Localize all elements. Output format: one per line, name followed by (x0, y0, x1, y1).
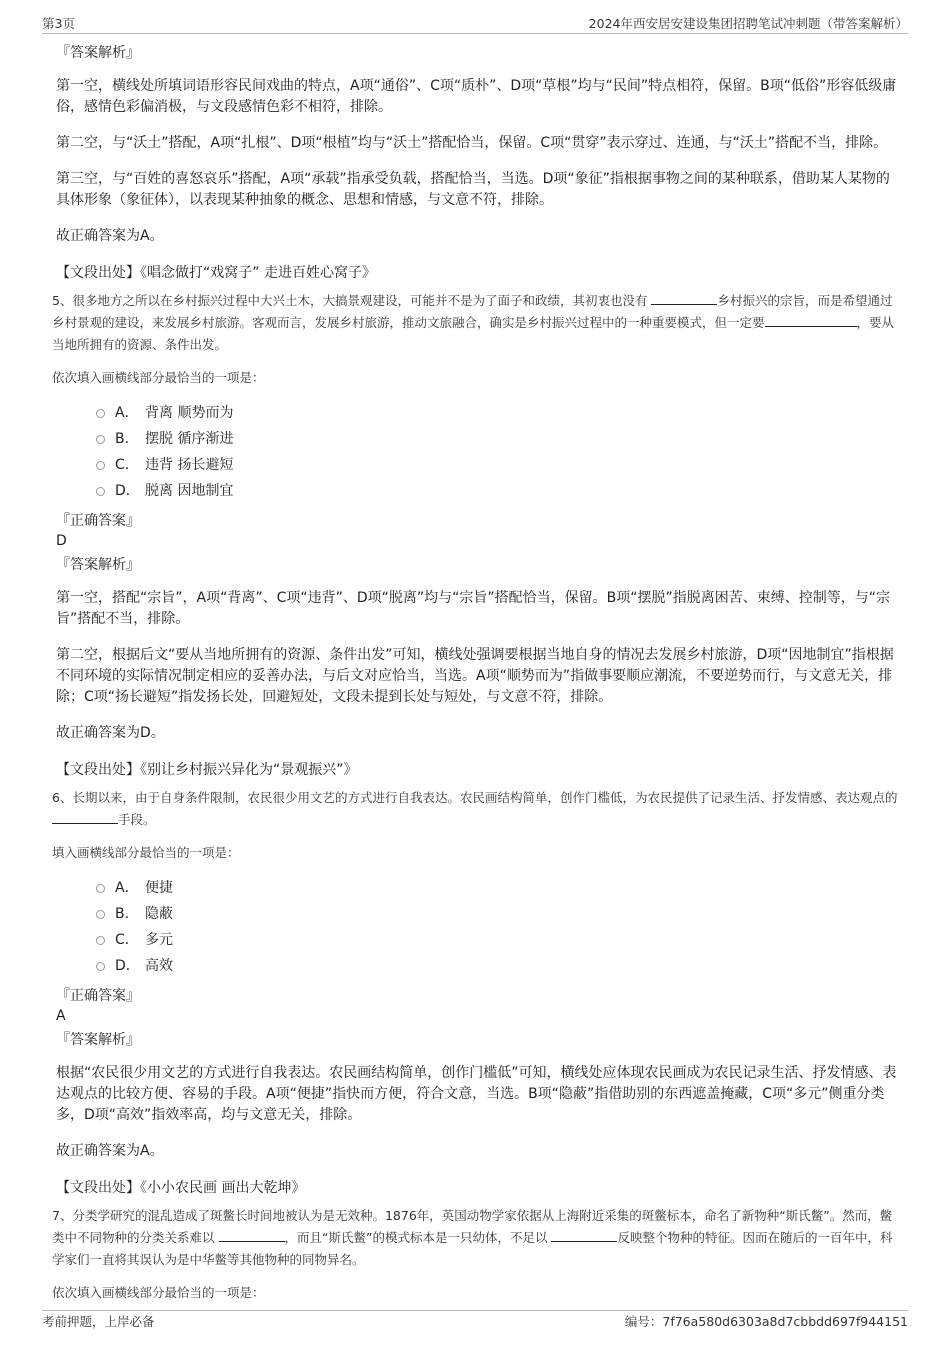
document-id: 编号：7f76a580d6303a8d7cbbdd697f944151 (624, 1314, 908, 1329)
option-letter: B． (115, 906, 139, 922)
q5-analysis-para-2: 第二空，根据后文“要从当地所拥有的资源、条件出发”可知，横线处强调要根据当地自身的情况去发展乡村旅游，D项“因地制宜”指根据不同环境的实际情况制定相应的妥善办法，与后文对应恰当，当选。A项“顺势而为”指做事要顺应潮流，不要逆势而行，与文意无关，排除；C项“扬长避短”指发扬长处，回避短处，文段未提到长处与短处，与文意不符，排除。 (56, 647, 894, 705)
q6-option-b[interactable] (96, 901, 898, 927)
q5-options (96, 400, 898, 504)
option-letter: B． (115, 431, 139, 447)
radio-icon[interactable] (96, 910, 105, 919)
q5-source-title: 《别让乡村振兴异化为“景观振兴”》 (140, 762, 358, 778)
option-text: 脱离 因地制宜 (145, 483, 234, 499)
option-letter: C． (115, 932, 139, 948)
q5-option-b[interactable] (96, 426, 898, 452)
q6-option-d[interactable] (96, 953, 898, 979)
option-text: 违背 扬长避短 (145, 457, 234, 473)
option-text: 摆脱 循序渐进 (145, 431, 234, 447)
option-letter: C． (115, 457, 139, 473)
q7-blank-1 (219, 1229, 285, 1242)
radio-icon[interactable] (96, 962, 105, 971)
q5-analysis-label: 『答案解析』 (56, 557, 140, 573)
q5-answer: D (56, 533, 67, 549)
q7-text-a: 7、分类学研究的混乱造成了斑鳖长时间地被认为是无效种。1876年，英国动物学家依据从上海附近采集的斑鳖标本，命名了新物种“斯氏鳖”。然而，鳖类中不同物种的分类关系难以 (52, 1208, 893, 1245)
q6-analysis-conclusion: 故正确答案为A。 (56, 1143, 164, 1159)
q5-text-c: ，要从当地所拥有的资源、条件出发。 (52, 315, 895, 352)
q6-source (56, 1177, 898, 1199)
q5-analysis-conclusion: 故正确答案为D。 (56, 725, 165, 741)
header-divider (42, 33, 908, 34)
option-letter: A． (115, 405, 139, 421)
q5-prompt: 依次填入画横线部分最恰当的一项是： (52, 370, 265, 385)
q6-blank (52, 811, 118, 824)
q6-option-a[interactable] (96, 875, 898, 901)
q5-source (56, 759, 898, 781)
q5-option-d[interactable] (96, 478, 898, 504)
source-label: 【文段出处】 (56, 762, 140, 778)
radio-icon[interactable] (96, 409, 105, 418)
radio-icon[interactable] (96, 461, 105, 470)
page-number: 第3页 (42, 16, 75, 31)
q7-text-c: 反映整个物种的特征。因而在随后的一百年中，科学家们一直将其误认为是中华鳖等其他物种的同物异名。 (52, 1230, 893, 1267)
document-title: 2024年西安居安建设集团招聘笔试冲刺题（带答案解析） (588, 16, 908, 31)
q6-source-title: 《小小农民画 画出大乾坤》 (140, 1180, 306, 1196)
option-letter: D． (115, 958, 140, 974)
footer-slogan: 考前押题，上岸必备 (42, 1314, 155, 1329)
q4-source-title: 《唱念做打“戏窝子” 走进百姓心窝子》 (140, 265, 376, 281)
q6-stem (52, 787, 898, 831)
q6-prompt: 填入画横线部分最恰当的一项是： (52, 845, 240, 860)
q5-correct-label: 『正确答案』 (56, 513, 140, 529)
source-label: 【文段出处】 (56, 265, 140, 281)
q6-options (96, 875, 898, 979)
q6-analysis-label: 『答案解析』 (56, 1032, 140, 1048)
footer-divider (42, 1310, 908, 1311)
page-header (42, 14, 908, 32)
radio-icon[interactable] (96, 435, 105, 444)
option-text: 多元 (145, 932, 173, 948)
q6-text-b: 手段。 (118, 812, 156, 827)
q5-blank-2 (765, 314, 857, 327)
q7-stem (52, 1205, 898, 1271)
q6-answer: A (56, 1008, 66, 1024)
q7-blank-2 (551, 1229, 617, 1242)
option-text: 隐蔽 (145, 906, 173, 922)
page-footer (42, 1312, 908, 1330)
q7-prompt: 依次填入画横线部分最恰当的一项是： (52, 1285, 265, 1300)
option-letter: D． (115, 483, 140, 499)
source-label: 【文段出处】 (56, 1180, 140, 1196)
q5-option-a[interactable] (96, 400, 898, 426)
option-text: 高效 (145, 958, 173, 974)
q4-analysis-label: 『答案解析』 (56, 45, 140, 61)
document-body (52, 42, 898, 1315)
radio-icon[interactable] (96, 936, 105, 945)
option-letter: A． (115, 880, 139, 896)
q5-option-c[interactable] (96, 452, 898, 478)
q6-text-a: 6、长期以来，由于自身条件限制，农民很少用文艺的方式进行自我表达。农民画结构简单，创作门槛低，为农民提供了记录生活、抒发情感、表达观点的 (52, 790, 898, 805)
radio-icon[interactable] (96, 487, 105, 496)
q4-analysis-conclusion: 故正确答案为A。 (56, 228, 164, 244)
q7-text-b: ，而且“斯氏鳖”的模式标本是一只幼体，不足以 (284, 1230, 548, 1245)
q6-option-c[interactable] (96, 927, 898, 953)
q4-analysis-para-3: 第三空，与“百姓的喜怒哀乐”搭配，A项“承载”指承受负载，搭配恰当，当选。D项“象征”指根据事物之间的某种联系，借助某人某物的具体形象（象征体），以表现某种抽象的概念、思想和情感，与文意不符，排除。 (56, 171, 890, 208)
q5-stem (52, 290, 898, 356)
q5-text-a: 5、很多地方之所以在乡村振兴过程中大兴土木，大搞景观建设，可能并不是为了面子和政绩，其初衷也没有 (52, 293, 648, 308)
radio-icon[interactable] (96, 884, 105, 893)
q6-analysis-para-1: 根据“农民很少用文艺的方式进行自我表达。农民画结构简单，创作门槛低”可知，横线处应体现农民画成为农民记录生活、抒发情感、表达观点的比较方便、容易的手段。A项“便捷”指快而方便，符合文意，当选。B项“隐蔽”指借助别的东西遮盖掩藏，C项“多元”侧重分类多，D项“高效”指效率高，均与文意无关，排除。 (56, 1065, 897, 1123)
q5-analysis-para-1: 第一空，搭配“宗旨”，A项“背离”、C项“违背”、D项“脱离”均与“宗旨”搭配恰当，保留。B项“摆脱”指脱离困苦、束缚、控制等，与“宗旨”搭配不当，排除。 (56, 590, 891, 627)
q4-source (56, 262, 898, 284)
q5-blank-1 (651, 292, 717, 305)
option-text: 便捷 (145, 880, 173, 896)
q4-analysis-para-1: 第一空，横线处所填词语形容民间戏曲的特点，A项“通俗”、C项“质朴”、D项“草根”均与“民间”特点相符，保留。B项“低俗”形容低级庸俗，感情色彩偏消极，与文段感情色彩不相符，排除。 (56, 78, 897, 115)
q5-text-b: 乡村振兴的宗旨，而是希望通过乡村景观的建设，来发展乡村旅游。客观而言，发展乡村旅游，推动文旅融合，确实是乡村振兴过程中的一种重要模式，但一定要 (52, 293, 893, 330)
q4-analysis-para-2: 第二空，与“沃土”搭配，A项“扎根”、D项“根植”均与“沃土”搭配恰当，保留。C项“贯穿”表示穿过、连通，与“沃土”搭配不当，排除。 (56, 135, 888, 151)
option-text: 背离 顺势而为 (145, 405, 234, 421)
q6-correct-label: 『正确答案』 (56, 988, 140, 1004)
